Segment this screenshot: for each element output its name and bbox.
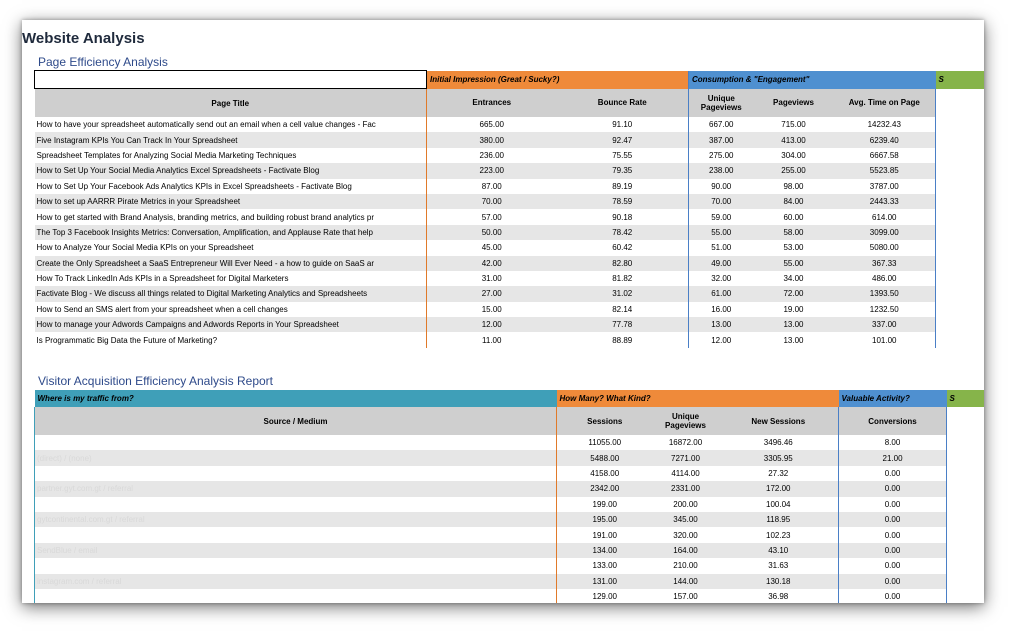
table-row [35,117,985,132]
cell-sessions[interactable]: 134.00 [557,543,653,558]
cell-pageviews[interactable]: 72.00 [754,286,834,301]
cell-unique-pageviews[interactable]: 2331.00 [653,481,719,496]
col-header-unique-pageviews[interactable]: Unique Pageviews [653,407,719,435]
cell-avg-time[interactable]: 5080.00 [869,243,899,253]
cell-avg-time[interactable]: 1232.50 [869,304,899,314]
cell-unique-pageviews[interactable]: 90.00 [689,179,754,194]
cell-sessions[interactable]: 195.00 [557,512,653,527]
cell-unique-pageviews[interactable]: 200.00 [673,499,698,509]
cell-blank[interactable] [936,194,984,209]
cell-sessions[interactable]: 133.00 [557,558,653,573]
cell-blank[interactable] [936,209,984,224]
cell-entrances[interactable]: 45.00 [427,240,557,255]
cell-unique-pageviews[interactable]: 164.00 [653,543,719,558]
cell-entrances[interactable]: 15.00 [427,302,557,317]
cell-source-medium[interactable]: (direct) / (none) [35,450,557,465]
col-header-unique-pageviews[interactable]: Unique Pageviews [689,89,754,118]
cell-new-sessions[interactable]: 27.32 [768,468,789,478]
cell-page-title[interactable]: Factivate Blog - We discuss all things related to Digital Marketing Analytics and Spreadsheets [35,286,427,301]
cell-pageviews[interactable]: 98.00 [783,181,804,191]
cell-new-sessions[interactable]: 130.18 [719,574,839,589]
cell-new-sessions[interactable]: 36.98 [768,592,789,602]
cell-sessions[interactable]: 191.00 [557,527,653,542]
table-row [35,317,985,332]
cell-blank[interactable] [947,435,984,450]
table-row [35,527,985,542]
cell-unique-pageviews[interactable]: 16.00 [689,302,754,317]
cell-avg-time[interactable]: 614.00 [872,212,897,222]
cell-blank[interactable] [947,558,984,573]
cell-blank[interactable] [936,132,984,147]
cell-page-title[interactable]: Five Instagram KPIs You Can Track In Your Spreadsheet [35,132,427,147]
visitor-acquisition-table [34,390,984,603]
cell-new-sessions[interactable]: 172.00 [719,481,839,496]
page-efficiency-table [34,70,984,348]
cell-blank[interactable] [947,543,984,558]
column-header-row [35,89,985,118]
col-header-page-title[interactable]: Page Title [35,89,427,118]
cell-bounce-rate[interactable]: 60.42 [612,243,633,253]
cell-unique-pageviews[interactable]: 49.00 [689,256,754,271]
cell-new-sessions[interactable]: 31.63 [768,561,789,571]
col-header-pageviews[interactable]: Pageviews [754,89,834,118]
cell-source-medium[interactable]: SendBlue / email [35,543,557,558]
cell-bounce-rate[interactable]: 78.42 [557,225,689,240]
visitor-acquisition-subtitle: Visitor Acquisition Efficiency Analysis Report [38,374,274,388]
cell-conversions[interactable]: 0.00 [839,481,947,496]
cell-blank[interactable] [947,574,984,589]
cell-bounce-rate[interactable]: 78.59 [557,194,689,209]
cell-pageviews[interactable]: 55.00 [754,256,834,271]
cell-page-title[interactable]: The Top 3 Facebook Insights Metrics: Conversation, Amplification, and Applause Rate that help [35,225,427,240]
col-header-bounce-rate[interactable]: Bounce Rate [557,89,689,118]
table-row [35,286,985,301]
cell-blank[interactable] [936,332,984,347]
table-row [35,163,985,178]
cell-unique-pageviews[interactable]: 4114.00 [671,468,700,478]
col-header-blank [947,407,984,435]
page-efficiency-subtitle: Page Efficiency Analysis [38,55,168,69]
cell-page-title[interactable]: How to set up AARRR Pirate Metrics in your Spreadsheet [35,194,427,209]
cell-bounce-rate[interactable]: 82.14 [612,304,633,314]
cell-pageviews[interactable]: 13.00 [783,335,804,345]
cell-blank[interactable] [936,302,984,317]
cell-blank[interactable] [936,271,984,286]
cell-page-title[interactable]: Spreadsheet Templates for Analyzing Social Media Marketing Techniques [36,150,297,160]
cell-conversions[interactable]: 0.00 [839,589,947,603]
col-header-entrances[interactable]: Entrances [427,89,557,118]
cell-bounce-rate[interactable]: 91.10 [612,120,633,130]
cell-entrances[interactable]: 87.00 [427,179,557,194]
col-header-avg-time[interactable]: Avg. Time on Page [834,89,936,118]
cell-conversions[interactable]: 8.00 [839,435,947,450]
table-row [35,574,985,589]
cell-unique-pageviews[interactable]: 387.00 [689,132,754,147]
cell-conversions[interactable]: 0.00 [839,466,947,481]
cell-pageviews[interactable]: 53.00 [783,243,804,253]
cell-blank[interactable] [947,512,984,527]
cell-pageviews[interactable]: 34.00 [783,274,804,284]
col-header-source-medium[interactable]: Source / Medium [35,407,557,435]
cell-blank[interactable] [947,497,984,512]
cell-page-title[interactable]: How to Set Up Your Social Media Analytics Excel Spreadsheets - Factivate Blog [35,163,427,178]
table-row [35,225,985,240]
cell-pageviews[interactable]: 19.00 [783,304,804,314]
cell-page-title[interactable]: Create the Only Spreadsheet a SaaS Entrepreneur Will Ever Need - a how to guide on SaaS ar [35,256,427,271]
cell-pageviews[interactable]: 413.00 [754,132,834,147]
cell-new-sessions[interactable]: 3496.46 [763,438,793,448]
cell-sessions[interactable]: 129.00 [557,589,653,603]
cell-source-medium[interactable] [35,589,557,603]
cell-avg-time[interactable]: 14232.43 [867,120,901,130]
cell-blank[interactable] [936,117,984,132]
next-section-band: S [936,71,984,89]
cell-unique-pageviews[interactable]: 13.00 [689,317,754,332]
cell-page-title[interactable]: How to Analyze Your Social Media KPIs on your Spreadsheet [36,243,254,253]
col-header-conversions[interactable]: Conversions [839,407,947,435]
cell-unique-pageviews[interactable]: 144.00 [653,574,719,589]
cell-pageviews[interactable]: 13.00 [754,317,834,332]
table-row [35,148,985,163]
cell-source-medium[interactable]: partner.gyt.com.gt / referral [35,481,557,496]
cell-blank[interactable] [936,240,984,255]
cell-conversions[interactable]: 0.00 [839,543,947,558]
cell-pageviews[interactable]: 255.00 [754,163,834,178]
table-row [35,543,985,558]
cell-avg-time[interactable]: 1393.50 [834,286,936,301]
selected-cell[interactable] [35,71,427,89]
cell-pageviews[interactable]: 304.00 [781,150,806,160]
table-row [35,271,985,286]
cell-unique-pageviews[interactable]: 667.00 [689,117,754,132]
table-row [35,209,985,224]
cell-source-medium[interactable] [35,527,557,542]
cell-page-title[interactable]: How to Set Up Your Facebook Ads Analytics KPIs in Excel Spreadsheets - Factivate Blog [36,181,352,191]
cell-pageviews[interactable]: 58.00 [754,225,834,240]
cell-unique-pageviews[interactable]: 275.00 [689,148,754,163]
cell-new-sessions[interactable]: 118.95 [719,512,839,527]
cell-avg-time[interactable]: 3787.00 [869,181,899,191]
cell-source-medium[interactable] [35,435,557,450]
cell-pageviews[interactable]: 715.00 [781,120,806,130]
column-header-row [35,407,985,435]
col-header-sessions[interactable]: Sessions [557,407,653,435]
cell-bounce-rate[interactable]: 82.80 [557,256,689,271]
cell-unique-pageviews[interactable]: 16872.00 [668,438,703,448]
col-header-new-sessions[interactable]: New Sessions [719,407,839,435]
cell-new-sessions[interactable]: 3305.95 [719,450,839,465]
cell-unique-pageviews[interactable]: 12.00 [689,332,754,347]
cell-bounce-rate[interactable]: 81.82 [612,274,633,284]
cell-avg-time[interactable]: 337.00 [834,317,936,332]
cell-unique-pageviews[interactable]: 70.00 [689,194,754,209]
cell-pageviews[interactable]: 84.00 [754,194,834,209]
cell-avg-time[interactable]: 3099.00 [834,225,936,240]
cell-bounce-rate[interactable]: 89.19 [612,181,633,191]
volume-band: How Many? What Kind? [557,390,839,407]
cell-entrances[interactable]: 42.00 [427,256,557,271]
cell-entrances[interactable]: 70.00 [427,194,557,209]
cell-unique-pageviews[interactable]: 210.00 [673,561,698,571]
cell-source-medium[interactable] [35,558,557,573]
cell-entrances[interactable]: 31.00 [427,271,557,286]
cell-avg-time[interactable]: 5523.85 [834,163,936,178]
cell-sessions[interactable]: 199.00 [557,497,653,512]
cell-sessions[interactable]: 2342.00 [557,481,653,496]
spreadsheet-view [22,20,984,603]
cell-unique-pageviews[interactable]: 61.00 [689,286,754,301]
cell-entrances[interactable]: 27.00 [427,286,557,301]
cell-sessions[interactable]: 11055.00 [557,435,653,450]
cell-page-title[interactable]: How To Track LinkedIn Ads KPIs in a Spreadsheet for Digital Marketers [36,274,289,284]
cell-bounce-rate[interactable]: 88.89 [612,335,633,345]
cell-entrances[interactable]: 380.00 [427,132,557,147]
table-row [35,450,985,465]
table-row [35,589,985,603]
cell-unique-pageviews[interactable]: 32.00 [689,271,754,286]
cell-conversions[interactable]: 0.00 [839,527,947,542]
cell-unique-pageviews[interactable]: 59.00 [689,209,754,224]
valuable-activity-band: Valuable Activity? [839,390,947,407]
cell-blank[interactable] [947,450,984,465]
cell-bounce-rate[interactable]: 31.02 [557,286,689,301]
cell-blank[interactable] [936,225,984,240]
cell-sessions[interactable]: 131.00 [557,574,653,589]
cell-new-sessions[interactable]: 43.10 [719,543,839,558]
cell-unique-pageviews[interactable]: 51.00 [689,240,754,255]
cell-source-medium[interactable] [35,497,557,512]
cell-bounce-rate[interactable]: 79.35 [557,163,689,178]
cell-unique-pageviews[interactable]: 157.00 [673,592,698,602]
table-row [35,332,985,347]
cell-avg-time[interactable]: 367.33 [834,256,936,271]
cell-conversions[interactable]: 0.00 [839,558,947,573]
cell-blank[interactable] [936,256,984,271]
cell-page-title[interactable]: How to Send an SMS alert from your spreadsheet when a cell changes [36,304,288,314]
table-row [35,497,985,512]
cell-avg-time[interactable]: 486.00 [872,274,897,284]
cell-conversions[interactable]: 0.00 [839,497,947,512]
cell-sessions[interactable]: 4158.00 [557,466,653,481]
col-header-blank [936,89,984,118]
traffic-source-band: Where is my traffic from? [35,390,557,407]
cell-avg-time[interactable]: 6667.58 [869,150,899,160]
initial-impression-band: Initial Impression (Great / Sucky?) [427,71,689,89]
cell-blank[interactable] [936,148,984,163]
cell-bounce-rate[interactable]: 90.18 [612,212,633,222]
cell-avg-time[interactable]: 2443.33 [834,194,936,209]
cell-bounce-rate[interactable]: 92.47 [557,132,689,147]
table-row [35,302,985,317]
cell-entrances[interactable]: 12.00 [427,317,557,332]
table-row [35,179,985,194]
report-title: Website Analysis [22,30,145,47]
table-row [35,256,985,271]
cell-page-title[interactable]: How to manage your Adwords Campaigns and Adwords Reports in Your Spreadsheet [35,317,427,332]
consumption-band: Consumption & "Engagement" [689,71,936,89]
cell-entrances[interactable]: 57.00 [427,209,557,224]
cell-conversions[interactable]: 0.00 [839,574,947,589]
section-band-row [35,71,985,89]
cell-blank[interactable] [947,466,984,481]
cell-conversions[interactable]: 21.00 [839,450,947,465]
table-row [35,194,985,209]
cell-page-title[interactable]: How to get started with Brand Analysis, branding metrics, and building robust brand analytics pr [36,212,375,222]
cell-blank[interactable] [947,527,984,542]
cell-page-title[interactable]: How to have your spreadsheet automatically send out an email when a cell value changes - Fac [36,120,376,130]
table-row [35,558,985,573]
cell-blank[interactable] [936,317,984,332]
cell-source-medium[interactable]: gytcontinental.com.gt / referral [35,512,557,527]
cell-conversions[interactable]: 0.00 [839,512,947,527]
cell-new-sessions[interactable]: 102.23 [766,530,791,540]
cell-unique-pageviews[interactable]: 320.00 [673,530,698,540]
cell-blank[interactable] [936,163,984,178]
cell-unique-pageviews[interactable]: 7271.00 [653,450,719,465]
next-section-band: S [947,390,984,407]
table-row [35,481,985,496]
cell-entrances[interactable]: 50.00 [427,225,557,240]
table-row [35,240,985,255]
cell-blank[interactable] [947,589,984,603]
cell-entrances[interactable]: 665.00 [427,117,557,132]
cell-entrances[interactable]: 223.00 [427,163,557,178]
cell-unique-pageviews[interactable]: 55.00 [689,225,754,240]
cell-new-sessions[interactable]: 100.04 [766,499,791,509]
cell-pageviews[interactable]: 60.00 [783,212,804,222]
table-row [35,435,985,450]
cell-source-medium[interactable]: instagram.com / referral [35,574,557,589]
cell-bounce-rate[interactable]: 77.78 [557,317,689,332]
cell-sessions[interactable]: 5488.00 [557,450,653,465]
table-row [35,512,985,527]
cell-page-title[interactable]: Is Programmatic Big Data the Future of Marketing? [36,335,218,345]
cell-source-medium[interactable] [35,466,557,481]
cell-bounce-rate[interactable]: 75.55 [612,150,633,160]
cell-avg-time[interactable]: 101.00 [872,335,897,345]
cell-entrances[interactable]: 236.00 [427,148,557,163]
cell-blank[interactable] [936,286,984,301]
table-row [35,466,985,481]
cell-unique-pageviews[interactable]: 345.00 [653,512,719,527]
table-row [35,132,985,147]
cell-avg-time[interactable]: 6239.40 [834,132,936,147]
cell-entrances[interactable]: 11.00 [427,332,557,347]
cell-blank[interactable] [936,179,984,194]
cell-blank[interactable] [947,481,984,496]
cell-unique-pageviews[interactable]: 238.00 [689,163,754,178]
section-band-row [35,390,985,407]
